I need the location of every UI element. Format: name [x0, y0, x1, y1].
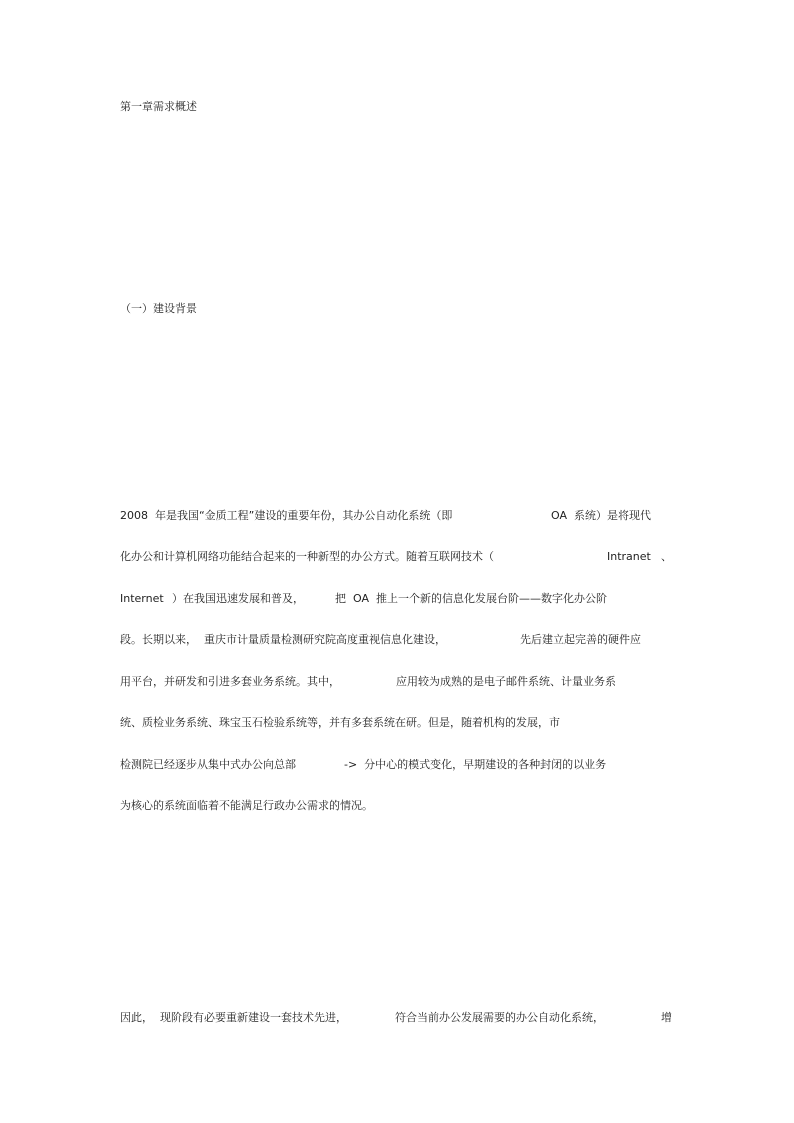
text-segment: 检测院已经逐步从集中式办公向总部	[120, 758, 296, 771]
text-segment: 先后建立起完善的硬件应	[520, 633, 641, 646]
text-segment: 化办公和计算机网络功能结合起来的一种新型的办公方式。随着互联网技术（	[120, 550, 494, 563]
paragraph-1-line-6	[120, 716, 560, 758]
text-segment: 增	[661, 1011, 672, 1024]
text-segment: 2008 年是我国“金质工程”建设的重要年份，其办公自动化系统（即	[120, 509, 453, 522]
text-segment: 应用较为成熟的是电子邮件系统、计量业务系	[396, 675, 616, 688]
text-segment: 符合当前办公发展需要的办公自动化系统，	[395, 1011, 604, 1024]
text-segment: 把 OA 推上一个新的信息化发展台阶——数字化办公阶	[335, 592, 607, 605]
paragraph-1-line-8	[120, 799, 373, 841]
text-segment: 因此， 现阶段有必要重新建设一套技术先进，	[120, 1011, 347, 1024]
text-segment: -> 分中心的模式变化，早期建设的各种封闭的以业务	[344, 758, 607, 771]
text-segment: 统、质检业务系统、珠宝玉石检验系统等，并有多套系统在研。但是，随着机构的发展，市	[120, 716, 560, 729]
text-segment: OA 系统）是将现代	[551, 509, 651, 522]
text-segment: ）在我国迅速发展和普及，	[172, 592, 304, 605]
text-segment: 用平台，并研发和引进多套业务系统。其中，	[120, 675, 340, 688]
text-segment: Internet	[120, 592, 164, 605]
section-title: （一）建设背景	[120, 302, 197, 315]
text-segment: 、	[661, 550, 672, 563]
text-segment: 段。长期以来， 重庆市计量质量检测研究院高度重视信息化建设，	[120, 633, 446, 646]
chapter-title: 第一章需求概述	[120, 100, 197, 113]
text-segment: Intranet	[607, 550, 651, 563]
text-segment: 为核心的系统面临着不能满足行政办公需求的情况。	[120, 799, 373, 812]
paragraph-2-line-1	[120, 1011, 672, 1081]
